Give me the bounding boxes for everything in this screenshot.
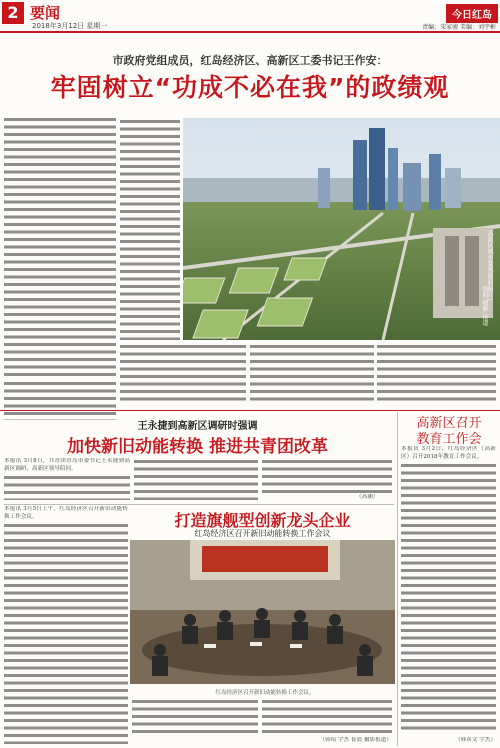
column-divider	[397, 412, 398, 746]
section-divider	[0, 410, 500, 411]
lead-body-col1	[4, 116, 116, 378]
lead-kicker: 市政府党组成员，红岛经济区、高新区工委书记王作安：	[112, 54, 388, 67]
lead-body-col4	[120, 343, 246, 405]
story2-byline: 本报讯 3月8日，共青团青岛市委书记王永捷到高新区调研，高新区领导陪同。	[4, 458, 130, 472]
story2-body-col1	[4, 474, 130, 500]
side-headline-line2: 教育工作会	[416, 432, 482, 447]
city-photo-credit: 资料 摄影 报道	[481, 286, 488, 326]
issue-date: 2018年3月12日 星期一	[32, 22, 108, 30]
story3-byline: 本报讯 3月5日上午，红岛经济区召开新旧动能转换工作会议。	[4, 506, 128, 520]
story3-headline: 打造旗舰型创新龙头企业	[174, 511, 351, 530]
lead-body-col3	[120, 118, 180, 340]
story3-body-col2	[132, 698, 258, 736]
side-byline: 本报讯 3月2日，红岛经济区（高新区）召开2018年教育工作会议。	[401, 446, 496, 460]
lead-body-col2	[4, 380, 116, 420]
editors-credit: 责编：宋家骏 美编：刘宇彬	[422, 24, 496, 31]
story3-credit: （韩培 宇杰 崔晨 摄影报道）	[319, 737, 392, 743]
side-headline-line1: 高新区召开	[416, 416, 482, 431]
story2-headline: 加快新旧动能转换 推进共青团改革	[67, 437, 328, 457]
story2-credit: （高涵）	[356, 494, 379, 500]
city-photo-caption: 高新区城市景观(资料图片)	[486, 230, 493, 301]
story2-kicker: 王永捷到高新区调研时强调	[137, 421, 258, 432]
side-body	[401, 462, 496, 734]
paper-name-badge: 今日红岛	[446, 4, 498, 23]
lead-body-col5	[250, 343, 374, 405]
city-aerial-photo	[183, 118, 500, 340]
lead-body-col6	[377, 343, 496, 405]
story2-body-col3	[262, 458, 392, 494]
side-credit: （韩彦文 宇杰）	[455, 737, 496, 743]
story3-body-col1	[4, 522, 128, 744]
meeting-photo-caption: 红岛经济区召开新旧动能转换工作会议。	[215, 690, 315, 696]
lead-headline: 牢固树立“功成不必在我”的政绩观	[50, 73, 450, 102]
page-header	[0, 0, 500, 34]
story3-body-col3	[262, 698, 392, 736]
meeting-photo	[130, 540, 395, 684]
header-rule	[0, 31, 500, 33]
story3-subhead: 红岛经济区召开新旧动能转换工作会议	[194, 529, 331, 538]
page-number: 2	[2, 2, 24, 24]
section-title: 要闻	[30, 4, 61, 22]
story-divider	[4, 504, 394, 505]
story2-body-col2	[134, 458, 258, 500]
